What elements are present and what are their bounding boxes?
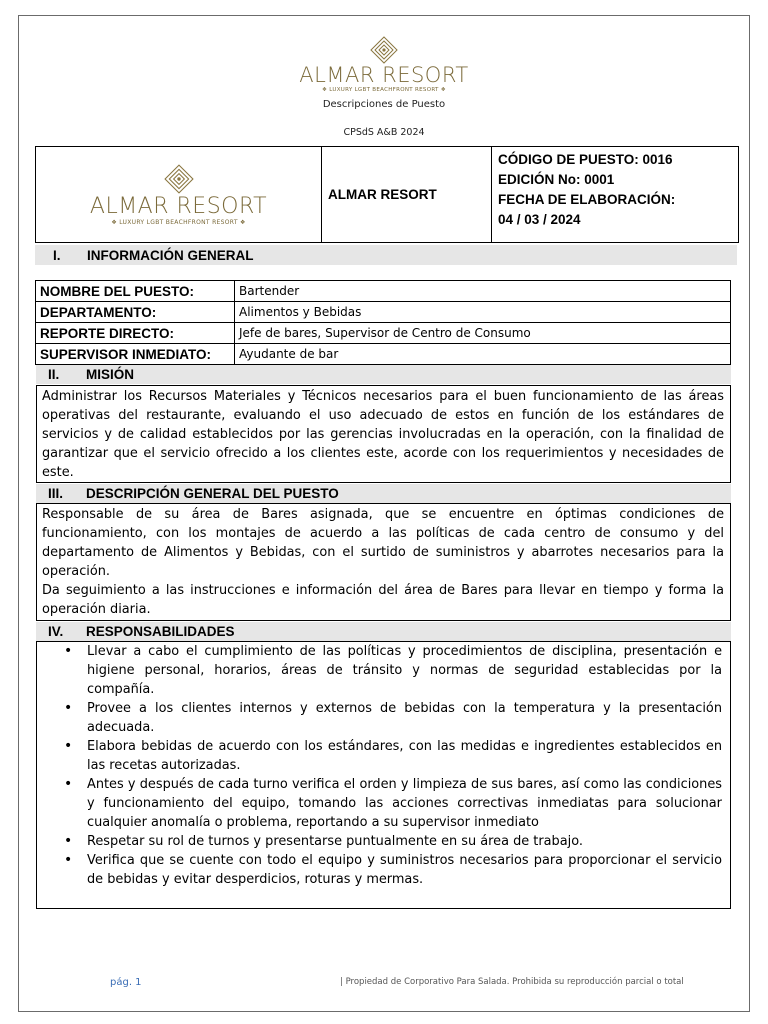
section-number: II. (48, 367, 60, 382)
section-title: MISIÓN (86, 367, 135, 382)
descripcion-paragraph: Da seguimiento a las instrucciones e información del área de Bares para llevar en tiempo y forma la operación diaria. (42, 583, 724, 617)
field-value: Ayudante de bar (235, 344, 731, 365)
list-item: • Antes y después de cada turno verifica el orden y limpieza de sus bares, así como las condiciones y funcionamiento del equipo, tomando las acciones correctivas inmediatas para solucionar cualquier anomalía o problema, reportando a su supervisor inmediato (37, 775, 722, 832)
section-number: III. (48, 486, 64, 501)
section-title: DESCRIPCIÓN GENERAL DEL PUESTO (86, 486, 339, 501)
section-general-heading (35, 245, 737, 265)
section-mision-heading (36, 365, 731, 384)
section-responsabilidades-heading (36, 622, 731, 641)
header-table (35, 146, 739, 243)
field-value: Jefe de bares, Supervisor de Centro de Consumo (235, 323, 731, 344)
section-title: RESPONSABILIDADES (86, 624, 235, 639)
general-info-table (35, 280, 731, 365)
list-item: • Llevar a cabo el cumplimiento de las políticas y procedimientos de disciplina, presentación e higiene personal, horarios, áreas de tránsito y normas de seguridad establecidas por la compañía. (37, 642, 722, 699)
field-label: DEPARTAMENTO: (36, 302, 235, 323)
list-item: • Respetar su rol de turnos y presentarse puntualmente en su área de trabajo. (37, 832, 722, 851)
table-row (36, 323, 731, 344)
header-logo (90, 164, 267, 226)
fecha-label: FECHA DE ELABORACIÓN: (498, 192, 676, 207)
descripcion-text-box (36, 503, 731, 621)
document-info (492, 147, 738, 242)
list-item: • Verifica que se cuente con todo el equipo y suministros necesarios para proporcionar el servicio de bebidas y evitar desperdicios, roturas y mermas. (37, 851, 722, 889)
codigo-de-puesto: CÓDIGO DE PUESTO: 0016 (498, 152, 673, 167)
top-logo (284, 36, 484, 93)
section-descripcion-heading (36, 484, 731, 503)
brand-tagline: ❖ LUXURY LGBT BEACHFRONT RESORT ❖ (111, 218, 246, 226)
company-name: ALMAR RESORT (322, 147, 492, 242)
mision-text-box (36, 385, 731, 483)
field-label: SUPERVISOR INMEDIATO: (36, 344, 235, 365)
field-label: REPORTE DIRECTO: (36, 323, 235, 344)
responsabilidades-list (37, 642, 722, 889)
diamond-emblem-icon (370, 36, 398, 64)
diamond-emblem-icon (164, 164, 194, 194)
descripcion-paragraph: Responsable de su área de Bares asignada, que se encuentre en óptimas condiciones de funcionamiento, con los montajes de acuerdo a las políticas de cada centro de consumo y del departamento de Alimentos y Bebidas, con el surtido de suministros y abarrotes necesarios para la operación. (42, 507, 724, 579)
list-item: • Elabora bebidas de acuerdo con los estándares, con las medidas e ingredientes establecidos en las recetas autorizadas. (37, 737, 722, 775)
list-item: • Provee a los clientes internos y externos de bebidas con la temperatura y la presentación adecuada. (37, 699, 722, 737)
page-number: pág. 1 (110, 977, 142, 988)
field-label: NOMBRE DEL PUESTO: (36, 281, 235, 302)
table-row (36, 302, 731, 323)
brand-wordmark: ALMAR RESORT (299, 63, 469, 87)
brand-wordmark: ALMAR RESORT (89, 193, 268, 219)
field-value: Bartender (235, 281, 731, 302)
section-title: INFORMACIÓN GENERAL (87, 247, 254, 263)
edicion: EDICIÓN No: 0001 (498, 172, 615, 187)
table-row (36, 344, 731, 365)
section-number: IV. (48, 624, 64, 639)
fecha-value: 04 / 03 / 2024 (498, 212, 581, 227)
field-value: Alimentos y Bebidas (235, 302, 731, 323)
document-subtitle: Descripciones de Puesto (322, 99, 446, 110)
table-row (36, 281, 731, 302)
mision-paragraph: Administrar los Recursos Materiales y Técnicos necesarios para el buen funcionamiento de las áreas operativas del restaurante, evaluando el uso adecuado de estos en función de los estándares de servicios y de calidad establecidos por las gerencias involucradas en la operación, con la finalidad de garantizar que el servicio ofrecido a los clientes este, acorde con los requerimientos y necesidades de este. (42, 389, 724, 480)
footer-notice: | Propiedad de Corporativo Para Salada. Prohibida su reproducción parcial o total (340, 977, 684, 987)
document-code: CPSdS A&B 2024 (343, 127, 425, 138)
header-logo-cell (36, 147, 322, 242)
brand-tagline: ❖ LUXURY LGBT BEACHFRONT RESORT ❖ (322, 87, 446, 93)
responsabilidades-box (36, 641, 731, 909)
section-number: I. (53, 247, 61, 263)
